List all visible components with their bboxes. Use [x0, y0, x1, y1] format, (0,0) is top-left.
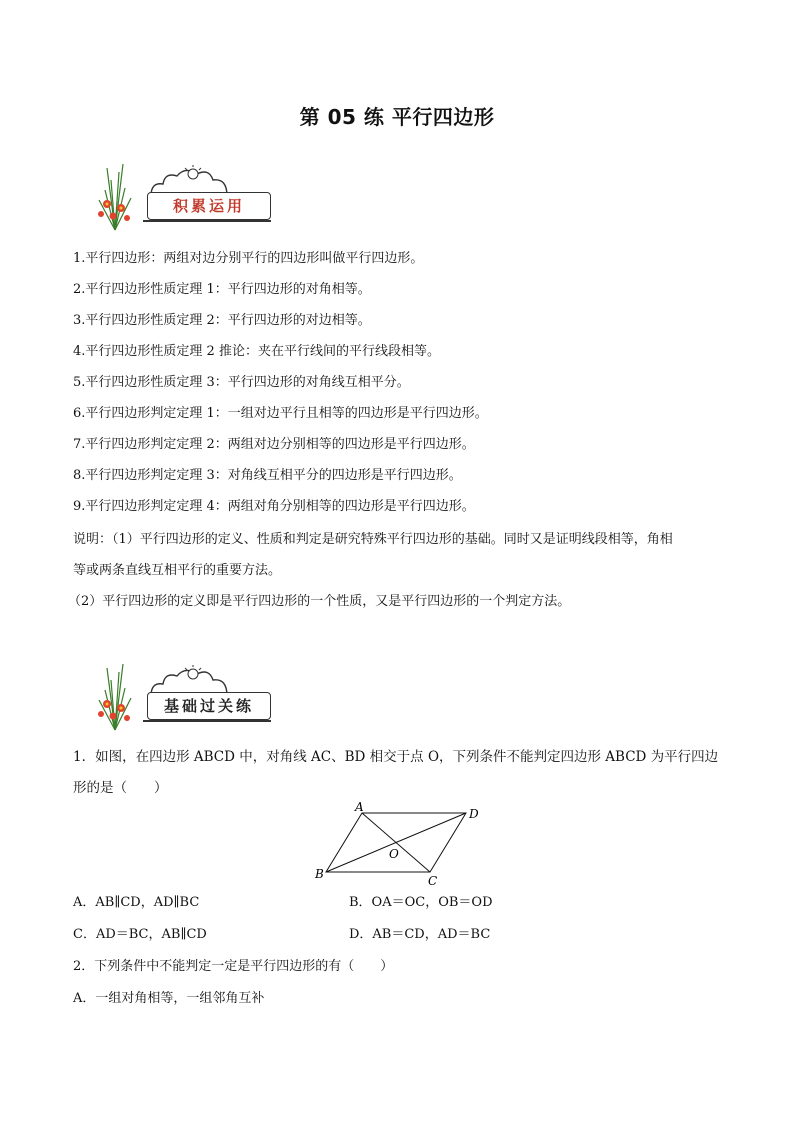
knowledge-item: 8.平行四边形判定定理 3：对角线互相平分的四边形是平行四边形。: [73, 468, 462, 483]
knowledge-item: 1.平行四边形：两组对边分别平行的四边形叫做平行四边形。: [73, 251, 424, 266]
knowledge-item: 3.平行四边形性质定理 2：平行四边形的对边相等。: [73, 313, 371, 328]
vertex-label-b: B: [315, 867, 324, 881]
divider: [143, 220, 271, 222]
point-label-o: O: [389, 847, 399, 861]
question-1-stem: 1．如图，在四边形 ABCD 中，对角线 AC、BD 相交于点 O，下列条件不能判定四边形 ABCD 为平行四边形的是（ ）: [73, 749, 719, 796]
section-badge-basic: [85, 660, 285, 730]
parallelogram-figure: [310, 800, 500, 890]
flower-icon: [85, 660, 145, 732]
knowledge-item: 6.平行四边形判定定理 1：一组对边平行且相等的四边形是平行四边形。: [73, 406, 488, 421]
section-badge-accumulate: [85, 160, 285, 230]
vertex-label-a: A: [355, 800, 364, 814]
knowledge-item: 7.平行四边形判定定理 2：两组对边分别相等的四边形是平行四边形。: [73, 437, 475, 452]
vertex-label-c: C: [428, 874, 438, 888]
divider: [143, 720, 271, 722]
vertex-label-d: D: [469, 807, 479, 821]
knowledge-item: 5.平行四边形性质定理 3：平行四边形的对角线互相平分。: [73, 375, 410, 390]
page-title: 第 05 练 平行四边形: [299, 105, 495, 129]
diagonal-bd: [326, 813, 466, 872]
question-2-stem: 2．下列条件中不能判定一定是平行四边形的有（ ）: [73, 959, 394, 974]
note-text: （2）平行四边形的定义即是平行四边形的一个性质，又是平行四边形的一个判定方法。: [68, 594, 571, 609]
knowledge-item: 2.平行四边形性质定理 1：平行四边形的对角相等。: [73, 282, 371, 297]
note-text: 说明：（1）平行四边形的定义、性质和判定是研究特殊平行四边形的基础。同时又是证明线段相等，角相: [73, 532, 673, 547]
knowledge-item: 4.平行四边形性质定理 2 推论：夹在平行线间的平行线段相等。: [73, 344, 440, 359]
knowledge-item: 9.平行四边形判定定理 4：两组对角分别相等的四边形是平行四边形。: [73, 499, 475, 514]
question-1-option-b: B．OA＝OC，OB＝OD: [349, 895, 493, 910]
question-1-option-d: D．AB＝CD，AD＝BC: [349, 927, 491, 942]
question-1-option-c: C．AD＝BC，AB∥CD: [73, 927, 207, 942]
flower-icon: [85, 160, 145, 232]
section-label: 积累运用: [147, 192, 271, 220]
question-1-option-a: A．AB∥CD，AD∥BC: [73, 895, 200, 910]
question-2-option-a: A．一组对角相等，一组邻角互补: [73, 991, 265, 1006]
note-text: 等或两条直线互相平行的重要方法。: [73, 563, 282, 578]
section-label: 基础过关练: [147, 692, 271, 720]
